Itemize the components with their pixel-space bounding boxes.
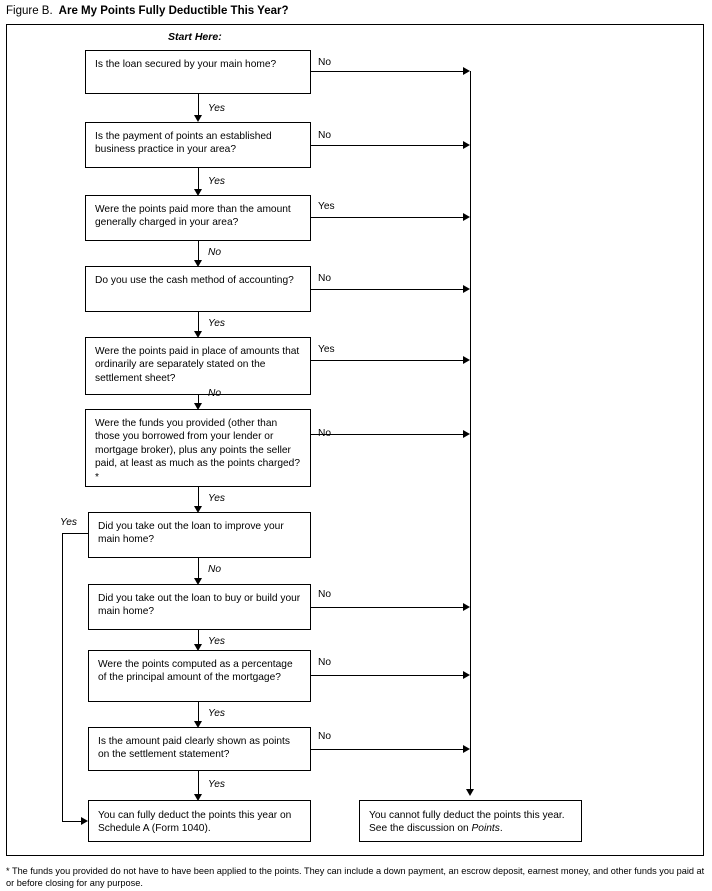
connector-q6-q7 [198,487,199,506]
outcome-not-deductible-emphasis: Points [471,823,500,835]
edge-label-q4-no: No [318,273,332,284]
arrow-down-q3-q4 [194,260,202,267]
arrow-right-q6 [463,430,470,438]
arrow-down-q1-q2 [194,115,202,122]
edge-label-q10-yes: Yes [208,779,225,790]
branch-line-q8 [311,607,463,608]
edge-label-q2-no: No [318,130,332,141]
arrow-down-right-trunk [466,789,474,796]
arrow-down-q6-q7 [194,506,202,513]
arrow-right-q10 [463,745,470,753]
question-box-8: Did you take out the loan to buy or build your main home? [88,584,311,630]
left-trunk-line [62,533,63,822]
edge-label-q3-yes: Yes [318,201,335,212]
connector-q1-q2 [198,94,199,115]
arrow-right-q1 [463,67,470,75]
edge-label-q7-no: No [208,564,222,575]
edge-label-q6-yes: Yes [208,493,225,504]
edge-label-q9-yes: Yes [208,708,225,719]
arrow-down-q7-q8 [194,578,202,585]
question-box-10: Is the amount paid clearly shown as points on the settlement statement? [88,727,311,771]
arrow-down-q10-outcome [194,794,202,801]
branch-line-q7-yes-top [62,533,88,534]
arrow-down-q8-q9 [194,644,202,651]
branch-line-q9 [311,675,463,676]
edge-label-q2-yes: Yes [208,176,225,187]
branch-line-q3 [311,217,463,218]
edge-label-q9-no: No [318,657,332,668]
arrow-down-q5-q6 [194,403,202,410]
figure-name: Are My Points Fully Deductible This Year? [58,5,289,17]
edge-label-q8-yes: Yes [208,636,225,647]
arrow-right-q4 [463,285,470,293]
arrow-right-q3 [463,213,470,221]
question-box-4: Do you use the cash method of accounting? [85,266,311,312]
arrow-down-q4-q5 [194,331,202,338]
figure-label: Figure B. [6,5,53,17]
figure-title [6,5,289,17]
connector-q4-q5 [198,312,199,331]
outcome-not-deductible-text-2: . [499,823,503,835]
arrow-right-q5 [463,356,470,364]
connector-q5-q6 [198,395,199,403]
edge-label-q5-no: No [208,388,222,399]
branch-line-q1 [311,71,463,72]
edge-label-q10-no: No [318,731,332,742]
question-box-6: Were the funds you provided (other than those you borrowed from your lender or mortgage broker), plus any points the seller paid, at least as much as the points charged?* [85,409,311,487]
arrow-right-q2 [463,141,470,149]
outcome-box-not-deductible [359,800,582,842]
connector-q10-outcome [198,771,199,794]
arrow-right-deductible [81,817,88,825]
connector-q8-q9 [198,630,199,644]
branch-line-q2 [311,145,463,146]
edge-label-q7-yes: Yes [60,517,77,528]
outcome-not-deductible-text-1: You cannot fully deduct the points this year. See the discussion on [369,810,565,835]
arrow-right-q8 [463,603,470,611]
arrow-right-q9 [463,671,470,679]
question-box-5: Were the points paid in place of amounts that ordinarily are separately stated on the settlement sheet? [85,337,311,395]
edge-label-q5-yes: Yes [318,344,335,355]
outcome-box-deductible: You can fully deduct the points this year on Schedule A (Form 1040). [88,800,311,842]
branch-line-q5 [311,360,463,361]
branch-line-q6 [311,434,463,435]
edge-label-q1-yes: Yes [208,103,225,114]
branch-line-q7-yes-bottom [62,821,82,822]
right-trunk-line [470,71,471,789]
branch-line-q10 [311,749,463,750]
question-box-1: Is the loan secured by your main home? [85,50,311,94]
connector-q7-q8 [198,558,199,578]
connector-q2-q3 [198,168,199,189]
arrow-down-q9-q10 [194,721,202,728]
connector-q9-q10 [198,702,199,721]
connector-q3-q4 [198,241,199,260]
edge-label-q1-no: No [318,57,332,68]
branch-line-q4 [311,289,463,290]
question-box-9: Were the points computed as a percentage of the principal amount of the mortgage? [88,650,311,702]
arrow-down-q2-q3 [194,189,202,196]
edge-label-q3-no: No [208,247,222,258]
edge-label-q8-no: No [318,589,332,600]
edge-label-q6-no: No [318,428,332,439]
start-here-label: Start Here: [168,31,222,43]
question-box-3: Were the points paid more than the amount generally charged in your area? [85,195,311,241]
footnote: * The funds you provided do not have to have been applied to the points. They can include a down payment, an escrow deposit, earnest money, and other funds you paid at or before closing for any purpose. [6,866,705,888]
question-box-7: Did you take out the loan to improve your main home? [88,512,311,558]
edge-label-q4-yes: Yes [208,318,225,329]
question-box-2: Is the payment of points an established business practice in your area? [85,122,311,168]
